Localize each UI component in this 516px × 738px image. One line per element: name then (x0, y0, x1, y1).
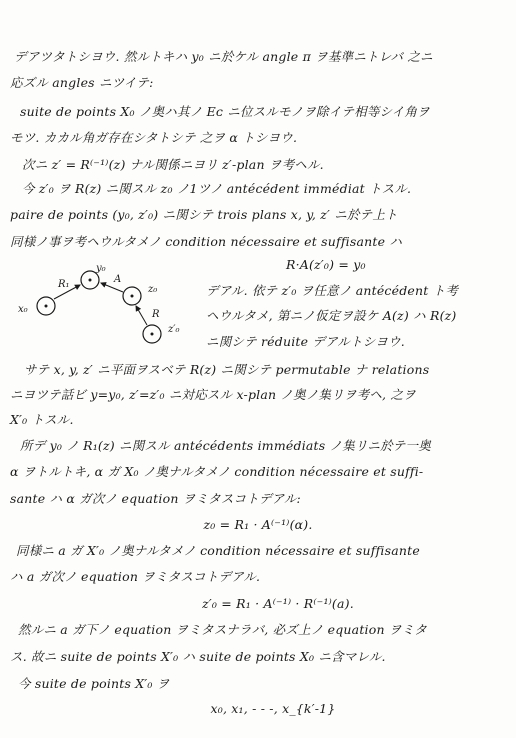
sequence: x₀, x₁, - - -, x_{k′-1} (210, 701, 336, 716)
text-line: suite de points X₀ ノ奥ハ其ノ Eᴄ ニ位スルモノヲ除イテ相等シイ角ヲ (20, 104, 430, 119)
text-line: ヘウルタメ, 第ニノ仮定ヲ設ケ A(z) ハ R(z) (206, 308, 457, 323)
equation: z′₀ = R₁ · A⁽⁻¹⁾ · R⁽⁻¹⁾(a). (202, 596, 354, 611)
text-line: ス. 故ニ suite de points X′₀ ハ suite de points X₀ ニ含マレル. (10, 649, 386, 664)
text-line: ニ関シテ réduite デアルトシヨウ. (206, 334, 405, 349)
text-line: デアツタトシヨウ. 然ルトキハ y₀ ニ於ケル angle π ヲ基準ニトレバ 之ニ (14, 49, 433, 64)
label-a: A (114, 274, 122, 285)
text-line: ニヨツテ話ビ y=y₀, z′=z′₀ ニ対応スル x-plan ノ奥ノ集リヲ考ヘ, 之ヲ (10, 387, 416, 402)
text-line: ハ a ガ次ノ equation ヲミタスコトデアル. (10, 569, 261, 584)
label-x0: x₀ (18, 304, 28, 315)
equation: R·A(z′₀) = y₀ (286, 257, 366, 272)
text-line: 次ニ z′ = R⁽⁻¹⁾(z) ナル関係ニヨリ z′-plan ヲ考ヘル. (22, 157, 324, 172)
text-line: 同様ニ a ガ X′₀ ノ奥ナルタメノ condition nécessaire et suffisante (16, 543, 420, 558)
text-line: サテ x, y, z′ ニ平面ヲスベテ R(z) ニ関シテ permutable ナ relations (24, 362, 430, 377)
text-line: 然ルニ a ガ下ノ equation ヲミタスナラバ, 必ズ上ノ equation ヲミタ (18, 622, 427, 637)
text-line: 今 suite de points X′₀ ヲ (18, 676, 170, 691)
text-line: 同様ノ事ヲ考ヘウルタメノ condition nécessaire et suffisante ハ (10, 234, 403, 249)
text-line: 今 z′₀ ヲ R(z) ニ関スル z₀ ノ1ツノ antécédent immédiat トスル. (22, 181, 412, 196)
text-line: モツ. カカル角ガ存在シタトシテ 之ヲ α トシヨウ. (10, 130, 298, 145)
text-line: 応ズル angles ニツイテ: (10, 75, 154, 90)
text-line: α ヲトルトキ, α ガ X₀ ノ奥ナルタメノ condition nécessaire et suffi- (10, 464, 424, 479)
label-y0: y₀ (96, 263, 106, 274)
text-line: paire de points (y₀, z′₀) ニ関シテ trois plans x, y, z′ ニ於テ上ト (10, 207, 398, 222)
text-line: X′₀ トスル. (10, 412, 74, 427)
text-line: デアル. 依テ z′₀ ヲ任意ノ antécédent ト考 (206, 283, 459, 298)
label-z0p: z′₀ (168, 324, 180, 335)
label-z0: z₀ (148, 284, 158, 295)
text-line: sante ハ α ガ次ノ equation ヲミタスコトデアル: (10, 491, 301, 506)
label-r: R (152, 309, 160, 320)
label-r1: R₁ (58, 279, 70, 290)
text-line: 所デ y₀ ノ R₁(z) ニ関スル antécédents immédiats ノ集リニ於テ一奥 (20, 438, 431, 453)
equation: z₀ = R₁ · A⁽⁻¹⁾(α). (203, 517, 313, 532)
